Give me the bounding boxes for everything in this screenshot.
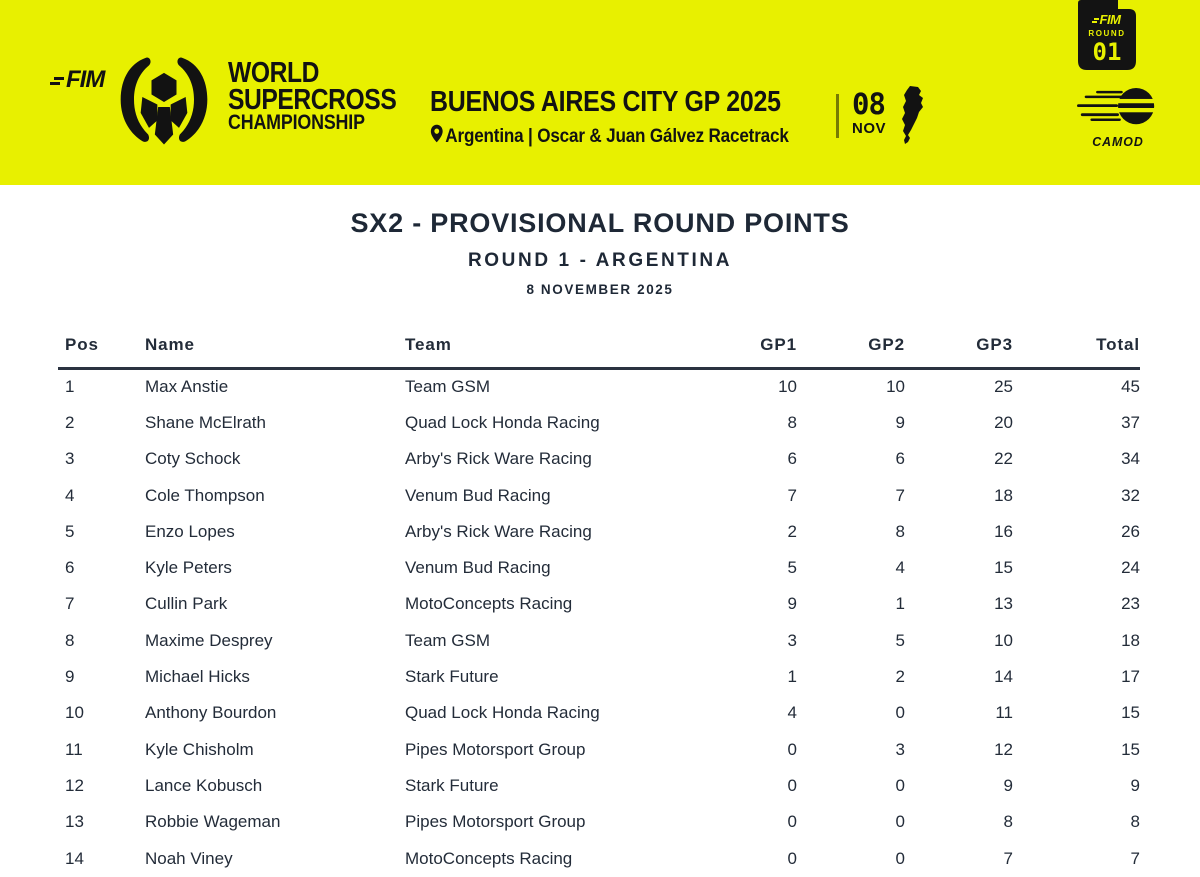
- table-row: [58, 840, 1140, 876]
- headline-block: [0, 208, 1200, 297]
- cell-name: Noah Viney: [145, 848, 233, 868]
- column-header-gp3: GP3: [905, 329, 1013, 369]
- cell-total: 32: [1121, 485, 1140, 505]
- cell-pos: 8: [65, 630, 75, 650]
- cell-pos: 4: [65, 485, 75, 505]
- cell-team: Arby's Rick Ware Racing: [405, 449, 592, 469]
- cell-team: Quad Lock Honda Racing: [405, 703, 600, 723]
- table-row: [58, 405, 1140, 441]
- location-pin-icon: [430, 124, 444, 149]
- cell-name: Cullin Park: [145, 594, 228, 614]
- cell-pos: 7: [65, 594, 75, 614]
- cell-gp1: 3: [787, 630, 797, 650]
- table-row: [58, 586, 1140, 622]
- argentina-map-icon: [896, 84, 930, 151]
- cell-total: 18: [1121, 630, 1140, 650]
- cell-team: Stark Future: [405, 775, 499, 795]
- cell-gp2: 10: [886, 377, 905, 397]
- cell-name: Robbie Wageman: [145, 812, 281, 832]
- event-location-text: Argentina | Oscar & Juan Gálvez Racetrack: [445, 125, 789, 147]
- cell-gp3: 15: [994, 558, 1013, 578]
- round-badge-content: [1078, 0, 1136, 70]
- cell-gp3: 20: [994, 412, 1013, 432]
- cell-gp3: 25: [994, 377, 1013, 397]
- cell-name: Coty Schock: [145, 449, 241, 469]
- event-date: [852, 87, 887, 137]
- cell-gp2: 8: [895, 521, 905, 541]
- cell-gp1: 1: [787, 667, 797, 687]
- cell-team: Team GSM: [405, 377, 491, 397]
- badge-fim-text: FIM: [1099, 12, 1121, 27]
- cell-gp2: 7: [895, 485, 905, 505]
- cell-name: Kyle Chisholm: [145, 739, 254, 759]
- cell-total: 45: [1121, 377, 1140, 397]
- event-location: [430, 124, 797, 149]
- page-date: 8 NOVEMBER 2025: [526, 282, 674, 297]
- cell-gp2: 1: [895, 594, 905, 614]
- cell-total: 23: [1121, 594, 1140, 614]
- cell-total: 15: [1121, 703, 1140, 723]
- table-row: [58, 804, 1140, 840]
- table-row: [58, 768, 1140, 804]
- column-header-name: Name: [145, 329, 405, 369]
- brand-line-supercross: SUPERCROSS: [228, 83, 397, 116]
- standings-section: [58, 329, 1200, 877]
- cell-total: 37: [1121, 412, 1140, 432]
- column-header-gp1: GP1: [700, 329, 797, 369]
- badge-round-label: ROUND: [1088, 29, 1126, 38]
- cell-pos: 2: [65, 412, 75, 432]
- cell-gp3: 12: [994, 739, 1013, 759]
- cell-gp1: 4: [787, 703, 797, 723]
- event-header: [0, 0, 1200, 185]
- cell-gp3: 10: [994, 630, 1013, 650]
- cell-team: Arby's Rick Ware Racing: [405, 521, 592, 541]
- cell-total: 8: [1130, 812, 1140, 832]
- cell-name: Michael Hicks: [145, 667, 250, 687]
- column-header-team: Team: [405, 329, 700, 369]
- table-row: [58, 477, 1140, 513]
- cell-team: Venum Bud Racing: [405, 558, 551, 578]
- table-row: [58, 695, 1140, 731]
- cell-gp1: 6: [787, 449, 797, 469]
- cell-team: Quad Lock Honda Racing: [405, 412, 600, 432]
- cell-gp1: 8: [787, 412, 797, 432]
- cell-gp2: 0: [895, 703, 905, 723]
- cell-gp2: 9: [895, 412, 905, 432]
- cell-gp1: 10: [778, 377, 797, 397]
- cell-gp1: 5: [787, 558, 797, 578]
- cell-gp2: 4: [895, 558, 905, 578]
- cell-name: Lance Kobusch: [145, 775, 263, 795]
- event-date-day: 08: [852, 87, 885, 121]
- cell-gp3: 7: [1003, 848, 1013, 868]
- partner-name: CAMOD: [1092, 134, 1144, 149]
- cell-gp2: 6: [895, 449, 905, 469]
- cell-gp1: 0: [787, 812, 797, 832]
- table-row: [58, 550, 1140, 586]
- cell-gp1: 7: [787, 485, 797, 505]
- table-row: [58, 623, 1140, 659]
- cell-pos: 11: [65, 739, 83, 759]
- cell-gp3: 14: [994, 667, 1013, 687]
- badge-round-number: 01: [1092, 38, 1122, 66]
- cell-name: Maxime Desprey: [145, 630, 273, 650]
- cell-gp3: 16: [994, 521, 1013, 541]
- cell-pos: 14: [65, 848, 84, 868]
- cell-name: Cole Thompson: [145, 485, 265, 505]
- table-row: [58, 659, 1140, 695]
- table-row: [58, 731, 1140, 767]
- cell-gp3: 9: [1003, 775, 1013, 795]
- standings-table: [58, 329, 1140, 877]
- badge-fim-speedlines-icon: [1094, 18, 1099, 20]
- cell-name: Shane McElrath: [145, 412, 266, 432]
- cell-gp1: 0: [787, 775, 797, 795]
- cell-pos: 12: [65, 775, 84, 795]
- cell-team: Pipes Motorsport Group: [405, 812, 586, 832]
- cell-gp1: 2: [787, 521, 797, 541]
- cell-pos: 10: [65, 703, 84, 723]
- cell-gp3: 22: [994, 449, 1013, 469]
- column-header-gp2: GP2: [797, 329, 905, 369]
- header-divider: [836, 94, 839, 138]
- cell-gp2: 0: [895, 775, 905, 795]
- event-date-month: NOV: [852, 120, 887, 137]
- cell-gp1: 9: [787, 594, 797, 614]
- cell-gp1: 0: [787, 739, 797, 759]
- cell-total: 26: [1121, 521, 1140, 541]
- cell-total: 7: [1130, 848, 1140, 868]
- badge-fim-wordmark: [1094, 13, 1121, 26]
- table-row: [58, 514, 1140, 550]
- cell-gp2: 3: [895, 739, 905, 759]
- cell-gp2: 0: [895, 848, 905, 868]
- table-header-row: [58, 329, 1140, 369]
- standings-body: [58, 369, 1140, 877]
- event-title: BUENOS AIRES CITY GP 2025: [430, 86, 781, 118]
- cell-team: MotoConcepts Racing: [405, 594, 573, 614]
- brand-name: [228, 57, 397, 135]
- cell-gp3: 8: [1003, 812, 1013, 832]
- cell-total: 15: [1121, 739, 1140, 759]
- cell-team: MotoConcepts Racing: [405, 848, 573, 868]
- cell-gp2: 5: [895, 630, 905, 650]
- camod-speed-circle-icon: [1074, 115, 1162, 132]
- wsx-logo: [54, 56, 426, 153]
- cell-total: 34: [1121, 449, 1140, 469]
- table-row: [58, 441, 1140, 477]
- wsx-helmet-icon: [114, 56, 214, 153]
- cell-team: Team GSM: [405, 630, 491, 650]
- cell-gp1: 0: [787, 848, 797, 868]
- event-title-block: [430, 86, 838, 149]
- page-subtitle: ROUND 1 - ARGENTINA: [467, 250, 733, 271]
- cell-name: Enzo Lopes: [145, 521, 235, 541]
- cell-total: 24: [1121, 558, 1140, 578]
- cell-gp2: 2: [895, 667, 905, 687]
- cell-pos: 13: [65, 812, 84, 832]
- cell-pos: 3: [65, 449, 75, 469]
- cell-gp2: 0: [895, 812, 905, 832]
- fim-speedlines-icon: [54, 77, 64, 80]
- column-header-pos: Pos: [58, 329, 145, 369]
- fim-wordmark: [54, 66, 104, 94]
- cell-gp3: 13: [994, 594, 1013, 614]
- cell-name: Max Anstie: [145, 377, 229, 397]
- fim-wordmark-text: FIM: [66, 66, 105, 93]
- cell-pos: 9: [65, 667, 75, 687]
- cell-total: 9: [1130, 775, 1140, 795]
- brand-line-championship: CHAMPIONSHIP: [228, 111, 366, 135]
- cell-name: Kyle Peters: [145, 558, 232, 578]
- round-badge: [1078, 0, 1136, 70]
- brand-line-world: WORLD: [228, 57, 320, 89]
- table-row: [58, 369, 1140, 405]
- cell-pos: 1: [65, 377, 75, 397]
- cell-gp3: 11: [995, 703, 1013, 723]
- page-title: SX2 - PROVISIONAL ROUND POINTS: [350, 208, 850, 238]
- cell-pos: 5: [65, 521, 75, 541]
- cell-total: 17: [1121, 667, 1140, 687]
- cell-pos: 6: [65, 558, 75, 578]
- partner-logo: [1074, 88, 1162, 149]
- cell-gp3: 18: [994, 485, 1013, 505]
- cell-team: Venum Bud Racing: [405, 485, 551, 505]
- cell-team: Stark Future: [405, 667, 499, 687]
- column-header-total: Total: [1013, 329, 1140, 369]
- cell-name: Anthony Bourdon: [145, 703, 277, 723]
- cell-team: Pipes Motorsport Group: [405, 739, 586, 759]
